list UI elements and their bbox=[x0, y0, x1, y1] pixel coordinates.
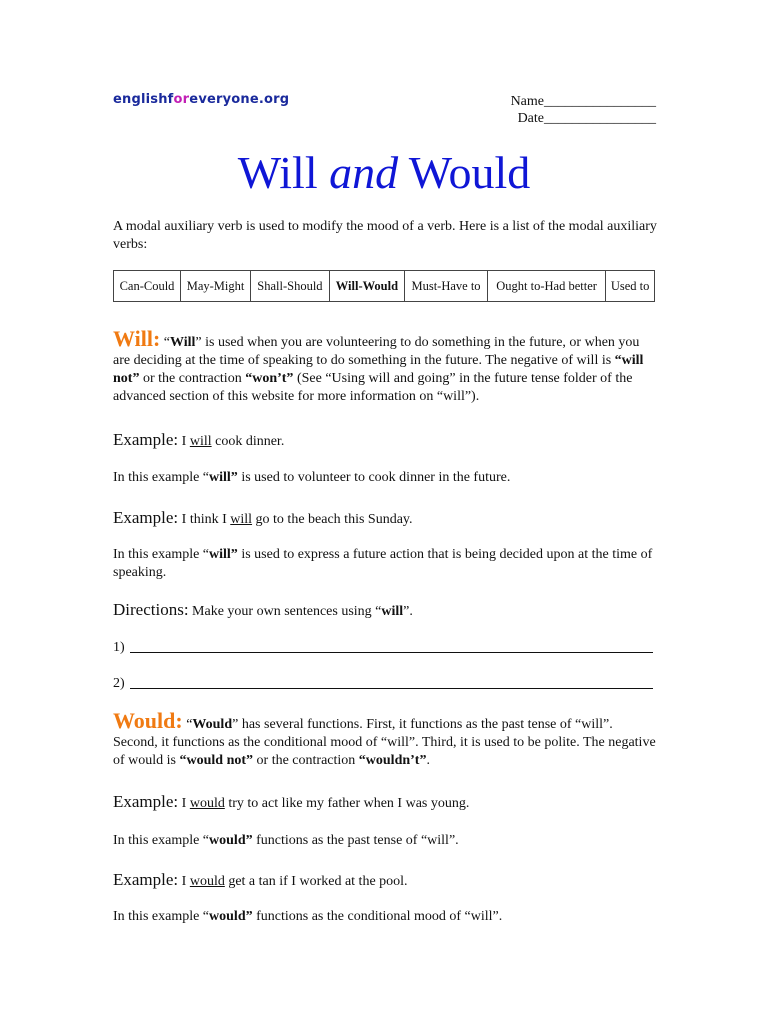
directions-label: Directions: bbox=[113, 600, 189, 619]
bold-text: would” bbox=[209, 909, 253, 924]
site-logo[interactable] bbox=[113, 92, 289, 107]
text-span: “ bbox=[186, 717, 193, 732]
text-span: functions as the conditional mood of “will”. bbox=[252, 909, 503, 924]
text-span: I bbox=[178, 434, 190, 449]
would-example-1-note bbox=[113, 832, 658, 850]
text-span: In this example “ bbox=[113, 833, 210, 848]
underlined-verb: would bbox=[189, 874, 225, 889]
brand-text-middle: or bbox=[173, 92, 190, 107]
name-field[interactable]: Name________________ bbox=[510, 94, 656, 109]
table-cell: Used to bbox=[606, 271, 655, 302]
answer-blank[interactable] bbox=[130, 688, 653, 689]
bold-text: “will not” bbox=[113, 353, 644, 386]
bold-text: Would bbox=[192, 717, 233, 732]
bold-text: “wouldn’t” bbox=[358, 753, 427, 768]
will-paragraph bbox=[113, 326, 658, 406]
answer-number: 1) bbox=[113, 640, 125, 655]
bold-text: “won’t” bbox=[245, 371, 294, 386]
will-example-1-note bbox=[113, 469, 658, 487]
table-cell: Shall-Should bbox=[251, 271, 330, 302]
text-span: ” has several functions. First, it functions as the past tense of “will”. Second, it functions as the conditional mood of “will”. Third, it is used to be polite. The negative of would is bbox=[113, 717, 656, 768]
answer-number: 2) bbox=[113, 676, 125, 691]
bold-text: will” bbox=[209, 470, 238, 485]
bold-text: “would not” bbox=[179, 753, 254, 768]
answer-line-1[interactable] bbox=[113, 639, 653, 657]
brand-text-start: englishf bbox=[113, 92, 174, 107]
text-span: “ bbox=[163, 335, 170, 350]
bold-text: Will bbox=[169, 335, 196, 350]
text-span: get a tan if I worked at the pool. bbox=[224, 874, 408, 889]
bold-text: would” bbox=[209, 833, 253, 848]
title-word-3: Would bbox=[408, 147, 531, 198]
would-heading: Would: bbox=[113, 708, 183, 733]
name-date-block bbox=[470, 93, 656, 127]
underlined-verb: will bbox=[189, 434, 212, 449]
intro-paragraph: A modal auxiliary verb is used to modify the mood of a verb. Here is a list of the modal auxiliary verbs: bbox=[113, 219, 657, 252]
will-directions bbox=[113, 601, 658, 621]
will-example-2 bbox=[113, 509, 658, 529]
example-label: Example: bbox=[113, 430, 179, 449]
text-span: (See “Using will and going” in the future tense folder of the advanced section of this website for more information on “will”). bbox=[113, 371, 633, 404]
brand-text-end: everyone.org bbox=[189, 92, 290, 107]
title-word-1: Will bbox=[237, 147, 318, 198]
will-heading: Will: bbox=[113, 326, 161, 351]
text-span: go to the beach this Sunday. bbox=[252, 512, 413, 527]
text-span: I bbox=[178, 796, 190, 811]
modal-verbs-table bbox=[113, 270, 655, 302]
would-paragraph bbox=[113, 708, 658, 770]
text-span: functions as the past tense of “will”. bbox=[252, 833, 459, 848]
bold-text: will bbox=[381, 604, 404, 619]
text-span: . bbox=[426, 753, 430, 768]
bold-text: will” bbox=[209, 547, 238, 562]
example-label: Example: bbox=[113, 870, 179, 889]
text-span: or the contraction bbox=[253, 753, 359, 768]
underlined-verb: will bbox=[230, 512, 253, 527]
title-word-2: and bbox=[329, 147, 399, 198]
example-label: Example: bbox=[113, 792, 179, 811]
would-example-1 bbox=[113, 793, 658, 813]
text-span: cook dinner. bbox=[211, 434, 285, 449]
text-span: Make your own sentences using “ bbox=[188, 604, 382, 619]
would-example-2-note bbox=[113, 908, 658, 926]
answer-line-2[interactable] bbox=[113, 675, 653, 693]
table-cell-highlight: Will-Would bbox=[329, 271, 404, 302]
text-span: is used to express a future action that is being decided upon at the time of speaking. bbox=[113, 547, 653, 580]
date-field[interactable]: Date________________ bbox=[517, 111, 656, 126]
text-span: In this example “ bbox=[113, 909, 210, 924]
text-span: or the contraction bbox=[139, 371, 246, 386]
page-title bbox=[0, 146, 768, 199]
text-span: ” is used when you are volunteering to do something in the future, or when you are deciding at the time of speaking to do something in the future. The negative of will is bbox=[113, 335, 640, 368]
will-example-1 bbox=[113, 431, 658, 451]
text-span: In this example “ bbox=[113, 470, 210, 485]
example-label: Example: bbox=[113, 508, 179, 527]
text-span: ”. bbox=[403, 604, 413, 619]
table-cell: Ought to-Had better bbox=[487, 271, 605, 302]
will-example-2-note bbox=[113, 546, 658, 582]
text-span: In this example “ bbox=[113, 547, 210, 562]
table-cell: Must-Have to bbox=[405, 271, 488, 302]
text-span: I think I bbox=[178, 512, 231, 527]
table-cell: May-Might bbox=[180, 271, 250, 302]
would-example-2 bbox=[113, 871, 658, 891]
text-span: is used to volunteer to cook dinner in the future. bbox=[237, 470, 511, 485]
underlined-verb: would bbox=[189, 796, 225, 811]
text-span: try to act like my father when I was young. bbox=[224, 796, 470, 811]
text-span: I bbox=[178, 874, 190, 889]
table-row bbox=[114, 271, 655, 302]
answer-blank[interactable] bbox=[130, 652, 653, 653]
table-cell: Can-Could bbox=[114, 271, 181, 302]
